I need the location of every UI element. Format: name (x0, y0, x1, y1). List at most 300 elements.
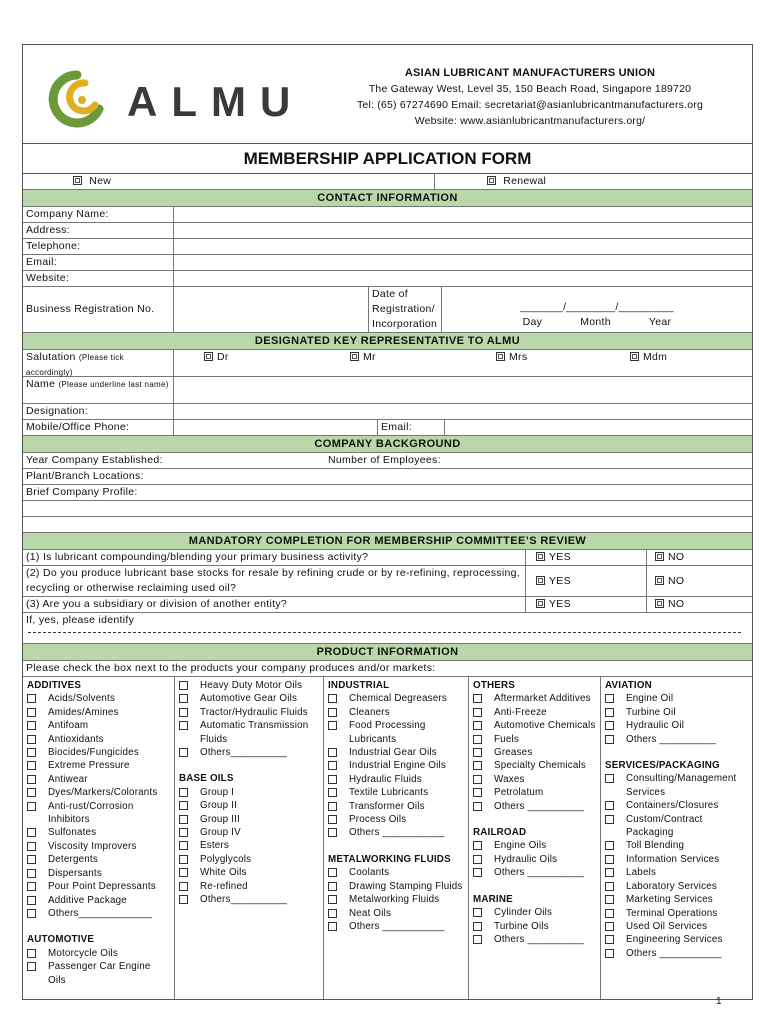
product-section-title: RAILROAD (473, 827, 527, 839)
product-item[interactable] (473, 733, 597, 746)
employees-label: Number of Employees: (328, 454, 441, 466)
product-checkbox[interactable] (473, 694, 482, 703)
product-item[interactable] (605, 772, 749, 799)
product-item-label: Chemical Degreasers (349, 693, 447, 705)
product-column-1 (23, 677, 175, 999)
section-gap (328, 840, 465, 853)
product-item[interactable] (328, 706, 465, 719)
rep-heading: DESIGNATED KEY REPRESENTATIVE TO ALMU (23, 333, 752, 350)
rep-name-field[interactable] (174, 377, 752, 403)
email-field[interactable] (174, 255, 752, 270)
identify-field[interactable]: If, yes, please identify (23, 613, 752, 643)
product-item-label: Food Processing Lubricants (349, 720, 426, 745)
product-checkbox[interactable] (328, 868, 337, 877)
product-checkbox[interactable] (328, 708, 337, 717)
product-item[interactable] (605, 933, 749, 946)
q2-no[interactable]: NO (647, 566, 752, 596)
product-item[interactable] (27, 907, 171, 920)
product-item[interactable] (605, 907, 749, 920)
product-item-label: Cylinder Oils (494, 907, 553, 919)
date-field[interactable]: _______/________/_________ Day Month Year (520, 301, 674, 328)
q3-yes[interactable]: YES (526, 597, 647, 612)
product-item[interactable] (328, 746, 465, 759)
product-item[interactable] (179, 813, 320, 826)
product-item[interactable] (179, 719, 320, 746)
section-gap (27, 920, 171, 933)
product-item[interactable] (179, 839, 320, 852)
telephone-field[interactable] (174, 239, 752, 254)
product-item[interactable] (605, 733, 749, 746)
product-checkbox[interactable] (27, 694, 36, 703)
product-item-label: Antiwear (48, 773, 88, 785)
product-item[interactable] (27, 894, 171, 907)
product-item-label: Toll Blending (626, 840, 685, 852)
product-checkbox[interactable] (328, 882, 337, 891)
product-checkbox[interactable] (179, 788, 188, 797)
product-checkbox[interactable] (27, 788, 36, 797)
product-item[interactable] (27, 826, 171, 839)
product-item[interactable] (328, 719, 465, 746)
product-checkbox[interactable] (328, 788, 337, 797)
product-checkbox[interactable] (473, 788, 482, 797)
product-item[interactable] (179, 893, 320, 906)
product-item[interactable] (27, 960, 171, 987)
salutation-mr[interactable]: Mr (350, 350, 496, 376)
product-section-title: AUTOMOTIVE (27, 934, 95, 946)
product-checkbox[interactable] (605, 882, 614, 891)
product-item-label: Group IV (200, 827, 241, 839)
product-checkbox[interactable] (328, 761, 337, 770)
product-checkbox[interactable] (27, 735, 36, 744)
product-checkbox[interactable] (27, 869, 36, 878)
product-item-label: Group I (200, 786, 235, 798)
product-item[interactable] (27, 947, 171, 960)
product-item-label: Coolants (349, 867, 390, 879)
product-item[interactable] (27, 773, 171, 786)
product-checkbox[interactable] (605, 935, 614, 944)
telephone-label: Telephone: (23, 239, 174, 254)
product-item-label: Turbine Oils (494, 920, 549, 932)
section-gap (605, 746, 749, 759)
product-item[interactable] (27, 733, 171, 746)
product-item[interactable] (328, 880, 465, 893)
product-item-label: Sulfonates (48, 827, 97, 839)
business-reg-label: Business Registration No. (23, 287, 174, 332)
product-checkbox[interactable] (27, 909, 36, 918)
product-item[interactable] (473, 800, 597, 813)
product-item[interactable] (328, 692, 465, 705)
product-item[interactable] (328, 773, 465, 786)
product-item-label: Engine Oils (494, 840, 547, 852)
address-field[interactable] (174, 223, 752, 238)
product-item[interactable] (473, 706, 597, 719)
product-checkbox[interactable] (27, 748, 36, 757)
membership-form (22, 44, 753, 1000)
product-checkbox[interactable] (179, 895, 188, 904)
product-item[interactable] (27, 800, 171, 827)
product-item-label: Custom/Contract Packaging (626, 813, 703, 839)
product-item[interactable] (473, 692, 597, 705)
product-item[interactable] (605, 799, 749, 812)
product-item[interactable] (605, 706, 749, 719)
product-checkbox[interactable] (605, 855, 614, 864)
product-item[interactable] (605, 692, 749, 705)
product-checkbox[interactable] (605, 708, 614, 717)
product-item[interactable] (605, 947, 749, 960)
product-checkbox[interactable] (473, 735, 482, 744)
product-checkbox[interactable] (328, 922, 337, 931)
product-item-label: Antioxidants (48, 733, 104, 745)
product-item[interactable] (473, 839, 597, 852)
product-item[interactable] (473, 866, 597, 879)
product-item[interactable] (179, 786, 320, 799)
product-checkbox[interactable] (27, 962, 36, 971)
product-item-label: Terminal Operations (626, 907, 718, 919)
product-item[interactable] (179, 799, 320, 812)
product-checkbox[interactable] (473, 841, 482, 850)
product-section-title: INDUSTRIAL (328, 680, 390, 691)
product-item[interactable] (605, 893, 749, 906)
company-profile-label: Brief Company Profile: (26, 486, 138, 498)
product-checkbox[interactable] (27, 775, 36, 784)
product-item-label: Detergents (48, 854, 98, 866)
website-label: Website: (23, 271, 174, 286)
product-checkbox[interactable] (328, 802, 337, 811)
salutation-mdm[interactable]: Mdm (630, 350, 667, 376)
product-item-label: Re-refined (200, 880, 248, 892)
product-item-label: Pour Point Depressants (48, 881, 156, 893)
product-checkbox[interactable] (605, 922, 614, 931)
logo-text: ALMU (127, 78, 305, 125)
product-checkbox[interactable] (473, 708, 482, 717)
product-item-label: Industrial Engine Oils (349, 760, 446, 772)
product-item-label: Dispersants (48, 867, 102, 879)
product-item-label: Fuels (494, 733, 519, 745)
product-item-label: Turbine Oil (626, 706, 676, 718)
product-item[interactable] (27, 867, 171, 880)
product-item[interactable] (27, 853, 171, 866)
product-item-label: Drawing Stamping Fluids (349, 880, 463, 892)
product-checkbox[interactable] (179, 841, 188, 850)
product-item[interactable] (328, 826, 465, 839)
product-item-label: Containers/Closures (626, 800, 719, 812)
product-item[interactable] (473, 853, 597, 866)
product-item[interactable] (605, 920, 749, 933)
product-item[interactable] (473, 920, 597, 933)
product-item-label: Consulting/Management Services (626, 773, 737, 798)
product-checkbox[interactable] (473, 922, 482, 931)
product-item-label: Cleaners (349, 706, 390, 718)
product-item[interactable] (328, 920, 465, 933)
product-checkbox[interactable] (179, 748, 188, 757)
product-item-label: Others __________ (626, 733, 717, 745)
product-item[interactable] (605, 880, 749, 893)
product-checkbox[interactable] (473, 761, 482, 770)
product-checkbox[interactable] (179, 868, 188, 877)
product-item[interactable] (179, 866, 320, 879)
profile-line-2[interactable] (23, 517, 752, 533)
product-item[interactable] (605, 839, 749, 852)
product-checkbox[interactable] (605, 815, 614, 824)
new-option[interactable]: New (23, 174, 435, 189)
question-2: (2) Do you produce lubricant base stocks for resale by refining crude or by re-refining, reprocessing, recycling or otherwise reclaiming used oil? (23, 566, 526, 596)
product-checkbox[interactable] (473, 935, 482, 944)
product-checkbox[interactable] (605, 841, 614, 850)
product-item-label: Marketing Services (626, 894, 713, 906)
product-item[interactable] (605, 866, 749, 879)
product-item[interactable] (328, 866, 465, 879)
plant-locations-label: Plant/Branch Locations: (26, 470, 144, 482)
product-column-3 (324, 677, 469, 999)
q3-no[interactable]: NO (647, 597, 752, 612)
website-field[interactable] (174, 271, 752, 286)
q1-no[interactable]: NO (647, 550, 752, 565)
product-item-label: Others_____________ (48, 907, 153, 919)
product-checkbox[interactable] (179, 801, 188, 810)
product-item-label: Industrial Gear Oils (349, 747, 437, 759)
product-column-5 (601, 677, 752, 999)
product-item[interactable] (27, 786, 171, 799)
phone-field[interactable] (174, 420, 378, 435)
product-checkbox[interactable] (27, 882, 36, 891)
product-item-label: Others ___________ (349, 920, 445, 932)
product-checkbox[interactable] (179, 708, 188, 717)
product-checkbox[interactable] (179, 681, 188, 690)
product-item[interactable] (27, 759, 171, 772)
product-checkbox[interactable] (27, 721, 36, 730)
contact-heading: CONTACT INFORMATION (23, 190, 752, 207)
product-checkbox[interactable] (473, 748, 482, 757)
product-item[interactable] (328, 893, 465, 906)
question-1: (1) Is lubricant compounding/blending your primary business activity? (23, 550, 526, 565)
product-checkbox[interactable] (473, 802, 482, 811)
product-item-label: Acids/Solvents (48, 693, 116, 705)
product-item-label: Biocides/Fungicides (48, 747, 139, 759)
product-item-label: Additive Package (48, 894, 127, 906)
product-checkbox[interactable] (27, 949, 36, 958)
product-section-title: MARINE (473, 893, 513, 905)
product-item-label: Tractor/Hydraulic Fluids (200, 706, 308, 718)
product-column-4 (469, 677, 601, 999)
product-item[interactable] (179, 679, 320, 692)
product-item[interactable] (473, 773, 597, 786)
product-checkbox[interactable] (328, 909, 337, 918)
product-checkbox[interactable] (179, 815, 188, 824)
product-item-label: Motorcycle Oils (48, 947, 118, 959)
email-label: Email: (23, 255, 174, 270)
product-item[interactable] (27, 746, 171, 759)
background-heading: COMPANY BACKGROUND (23, 436, 752, 453)
product-item[interactable] (473, 746, 597, 759)
designation-field[interactable] (174, 404, 752, 419)
product-section-title: SERVICES/PACKAGING (605, 760, 720, 772)
product-checkbox[interactable] (605, 895, 614, 904)
product-checkbox[interactable] (605, 801, 614, 810)
product-checkbox[interactable] (27, 708, 36, 717)
product-checkbox[interactable] (473, 908, 482, 917)
renewal-option[interactable]: Renewal (435, 174, 752, 189)
product-item[interactable] (27, 719, 171, 732)
org-address: The Gateway West, Level 35, 150 Beach Road, Singapore 189720 (368, 83, 692, 95)
product-item[interactable] (179, 880, 320, 893)
product-item[interactable] (27, 840, 171, 853)
form-header (23, 45, 752, 144)
product-item-label: Others __________ (494, 933, 585, 945)
product-checkbox[interactable] (179, 721, 188, 730)
product-checkbox[interactable] (27, 828, 36, 837)
product-item[interactable] (473, 786, 597, 799)
product-checkbox[interactable] (328, 748, 337, 757)
rep-email-label: Email: (378, 420, 445, 435)
rep-email-field[interactable] (445, 420, 752, 435)
product-checkbox[interactable] (605, 868, 614, 877)
company-name-field[interactable] (174, 207, 752, 222)
product-checkbox[interactable] (179, 828, 188, 837)
product-checkbox[interactable] (27, 896, 36, 905)
product-item[interactable] (605, 813, 749, 840)
day-label: Day (522, 316, 543, 328)
product-checkbox[interactable] (473, 868, 482, 877)
application-type-row (23, 174, 752, 190)
product-item-label: Group II (200, 800, 237, 812)
product-item[interactable] (179, 706, 320, 719)
product-checkbox[interactable] (473, 775, 482, 784)
section-gap (473, 813, 597, 826)
product-item-label: Others __________ (494, 867, 585, 879)
org-name: ASIAN LUBRICANT MANUFACTURERS UNION (404, 67, 656, 79)
product-item-label: Passenger Car Engine Oils (48, 961, 151, 986)
product-section-title: AVIATION (605, 680, 652, 691)
product-item[interactable] (27, 692, 171, 705)
product-item-label: Neat Oils (349, 907, 392, 919)
product-checkbox[interactable] (605, 721, 614, 730)
product-item-label: Transformer Oils (349, 800, 425, 812)
product-checkbox[interactable] (605, 774, 614, 783)
salutation-dr[interactable]: Dr (204, 350, 350, 376)
product-item-label: Others ___________ (626, 947, 722, 959)
product-item[interactable] (605, 853, 749, 866)
question-3: (3) Are you a subsidiary or division of another entity? (23, 597, 526, 612)
product-item-label: Others __________ (494, 800, 585, 812)
product-item-label: Anti-rust/Corrosion Inhibitors (48, 800, 134, 826)
new-checkbox[interactable] (73, 176, 82, 185)
year-label: Year (648, 316, 672, 328)
product-item[interactable] (27, 706, 171, 719)
product-item[interactable] (179, 746, 320, 759)
product-section-title: ADDITIVES (27, 680, 82, 691)
product-checkbox[interactable] (473, 855, 482, 864)
product-item[interactable] (27, 880, 171, 893)
product-item[interactable] (179, 692, 320, 705)
product-checkbox[interactable] (27, 761, 36, 770)
product-checkbox[interactable] (328, 895, 337, 904)
form-title: MEMBERSHIP APPLICATION FORM (23, 144, 752, 174)
org-contact: Tel: (65) 67274690 Email: secretariat@asianlubricantmanufacturers.org (356, 99, 704, 111)
product-item-label: Hydraulic Fluids (349, 773, 422, 785)
product-item[interactable] (179, 853, 320, 866)
product-item[interactable] (605, 719, 749, 732)
company-name-label: Company Name: (23, 207, 174, 222)
product-checkbox[interactable] (605, 949, 614, 958)
org-info (335, 65, 725, 129)
business-reg-field[interactable] (174, 287, 369, 332)
product-item-label: Engine Oil (626, 693, 674, 705)
org-website: Website: www.asianlubricantmanufacturers.org/ (414, 115, 646, 127)
product-checkbox[interactable] (179, 882, 188, 891)
product-section-title: METALWORKING FLUIDS (328, 853, 451, 865)
product-item-label: Greases (494, 747, 533, 759)
product-checkbox[interactable] (328, 815, 337, 824)
product-item-label: Waxes (494, 773, 525, 785)
product-checkbox[interactable] (473, 721, 482, 730)
product-item-label: Amides/Amines (48, 706, 119, 718)
product-item-label: Aftermarket Additives (494, 693, 591, 705)
product-item-label: Metalworking Fluids (349, 894, 440, 906)
product-item-label: Anti-Freeze (494, 706, 547, 718)
product-item-label: Automotive Chemicals (494, 720, 596, 732)
product-item[interactable] (473, 933, 597, 946)
section-gap (473, 880, 597, 893)
product-item-label: Specialty Chemicals (494, 760, 587, 772)
product-item[interactable] (473, 719, 597, 732)
product-item-label: Hydraulic Oil (626, 720, 685, 732)
page-number: 1 (716, 996, 722, 1007)
product-checkbox[interactable] (328, 694, 337, 703)
renewal-checkbox[interactable] (487, 176, 496, 185)
product-checkbox[interactable] (27, 802, 36, 811)
product-item-label: Antifoam (48, 720, 89, 732)
product-checkbox[interactable] (27, 842, 36, 851)
q2-yes[interactable]: YES (526, 566, 647, 596)
product-item[interactable] (473, 759, 597, 772)
q1-yes[interactable]: YES (526, 550, 647, 565)
product-item[interactable] (179, 826, 320, 839)
product-item-label: Textile Lubricants (349, 787, 429, 799)
profile-line-1[interactable] (23, 501, 752, 517)
product-item-label: Hydraulic Oils (494, 853, 558, 865)
product-item-label: Information Services (626, 853, 720, 865)
product-item[interactable] (328, 800, 465, 813)
product-item-label: Extreme Pressure (48, 760, 130, 772)
product-checkbox[interactable] (328, 721, 337, 730)
product-checkbox[interactable] (605, 694, 614, 703)
product-checkbox[interactable] (605, 735, 614, 744)
product-item-label: Group III (200, 813, 240, 825)
product-checkbox[interactable] (179, 855, 188, 864)
product-item-label: Process Oils (349, 814, 407, 826)
product-checkbox[interactable] (27, 855, 36, 864)
product-item[interactable] (328, 813, 465, 826)
salutation-label: Salutation (Please tick accordingly) (23, 350, 174, 376)
year-established-label: Year Company Established: (26, 454, 163, 466)
section-gap (179, 759, 320, 772)
designation-label: Designation: (23, 404, 174, 419)
product-instruction: Please check the box next to the products your company produces and/or markets: (26, 662, 436, 674)
product-checkbox[interactable] (328, 828, 337, 837)
product-checkbox[interactable] (605, 909, 614, 918)
product-item-label: Labels (626, 867, 657, 879)
product-item[interactable] (328, 759, 465, 772)
product-item-label: Automatic Transmission Fluids (200, 720, 309, 745)
product-item[interactable] (328, 907, 465, 920)
product-checkbox[interactable] (179, 694, 188, 703)
almu-logo (45, 69, 325, 129)
product-item-label: Polyglycols (200, 853, 252, 865)
product-checkbox[interactable] (328, 775, 337, 784)
product-item[interactable] (328, 786, 465, 799)
product-item[interactable] (473, 906, 597, 919)
salutation-mrs[interactable]: Mrs (496, 350, 630, 376)
